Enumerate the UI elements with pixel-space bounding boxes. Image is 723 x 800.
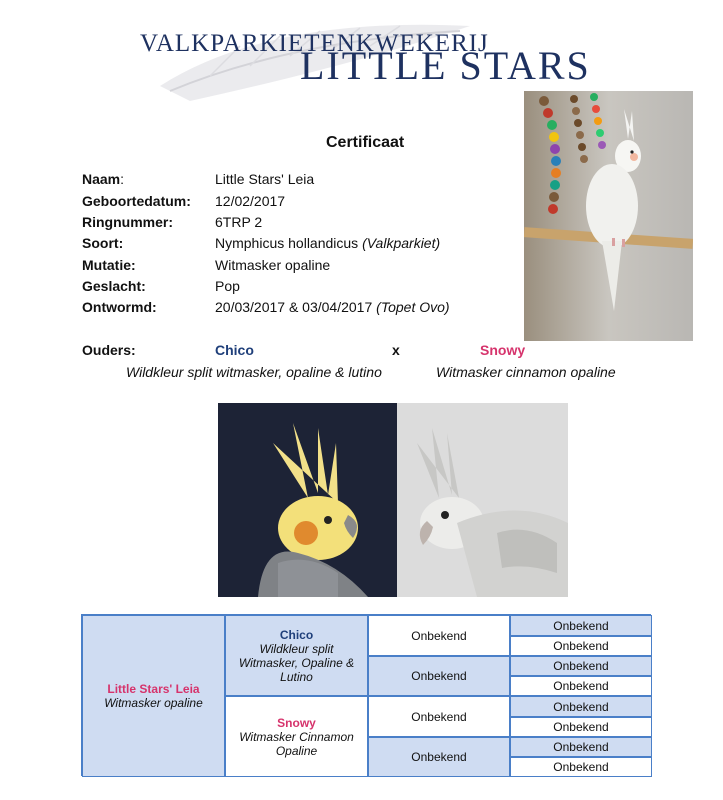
pedigree-grandparent: Onbekend xyxy=(368,656,510,696)
label-ontwormd: Ontwormd: xyxy=(82,299,157,315)
logo-line2: LITTLE STARS xyxy=(300,43,591,88)
pedigree-grandparent: Onbekend xyxy=(368,737,510,777)
pedigree-great-grandparent: Onbekend xyxy=(510,737,652,757)
pedigree-great-grandparent: Onbekend xyxy=(510,696,652,717)
pedigree-father xyxy=(225,615,368,696)
pedigree-subject-name: Little Stars' Leia xyxy=(107,682,200,696)
pedigree-father-mutation: Wildkleur split Witmasker, Opaline & Lutino xyxy=(238,641,355,684)
pedigree-great-grandparent: Onbekend xyxy=(510,615,652,636)
pedigree-mother xyxy=(225,696,368,777)
value-mutatie: Witmasker opaline xyxy=(215,257,331,273)
pedigree-mother-name: Snowy xyxy=(277,715,316,730)
mother-description: Witmasker cinnamon opaline xyxy=(436,364,616,380)
value-geboortedatum: 12/02/2017 xyxy=(215,193,286,209)
pedigree-great-grandparent: Onbekend xyxy=(510,656,652,676)
cross-symbol: x xyxy=(392,342,400,358)
label-naam: Naam: xyxy=(82,171,125,187)
value-ringnummer: 6TRP 2 xyxy=(215,214,263,230)
pedigree-subject-mutation: Witmasker opaline xyxy=(104,696,203,710)
value-geslacht: Pop xyxy=(215,278,240,294)
pedigree-grandparent: Onbekend xyxy=(368,696,510,737)
pedigree-great-grandparent: Onbekend xyxy=(510,676,652,696)
bird-photo-leia xyxy=(524,91,693,341)
pedigree-grandparent: Onbekend xyxy=(368,615,510,656)
parents-label: Ouders: xyxy=(82,342,136,358)
father-description: Wildkleur split witmasker, opaline & lutino xyxy=(126,364,382,380)
pedigree-great-grandparent: Onbekend xyxy=(510,717,652,737)
value-ontwormd: 20/03/2017 & 03/04/2017 (Topet Ovo) xyxy=(215,299,450,315)
logo-line1: VALKPARKIETENKWEKERIJ xyxy=(140,30,489,57)
value-soort: Nymphicus hollandicus (Valkparkiet) xyxy=(215,235,441,251)
pedigree-mother-mutation: Witmasker Cinnamon Opaline xyxy=(239,729,354,758)
pedigree-great-grandparent: Onbekend xyxy=(510,757,652,777)
value-naam: Little Stars' Leia xyxy=(215,171,315,187)
pedigree-subject xyxy=(82,615,225,777)
mother-name: Snowy xyxy=(480,342,526,358)
page-title: Certificaat xyxy=(326,134,405,151)
bird-photo-chico xyxy=(218,403,397,597)
bird-photo-snowy xyxy=(397,403,568,597)
pedigree-table xyxy=(81,614,651,776)
label-geslacht: Geslacht: xyxy=(82,278,146,294)
father-name: Chico xyxy=(215,342,254,358)
label-mutatie: Mutatie: xyxy=(82,257,136,273)
label-geboortedatum: Geboortedatum: xyxy=(82,193,191,209)
pedigree-great-grandparent: Onbekend xyxy=(510,636,652,656)
label-ringnummer: Ringnummer: xyxy=(82,214,174,230)
label-soort: Soort: xyxy=(82,235,124,251)
pedigree-father-name: Chico xyxy=(279,627,314,642)
